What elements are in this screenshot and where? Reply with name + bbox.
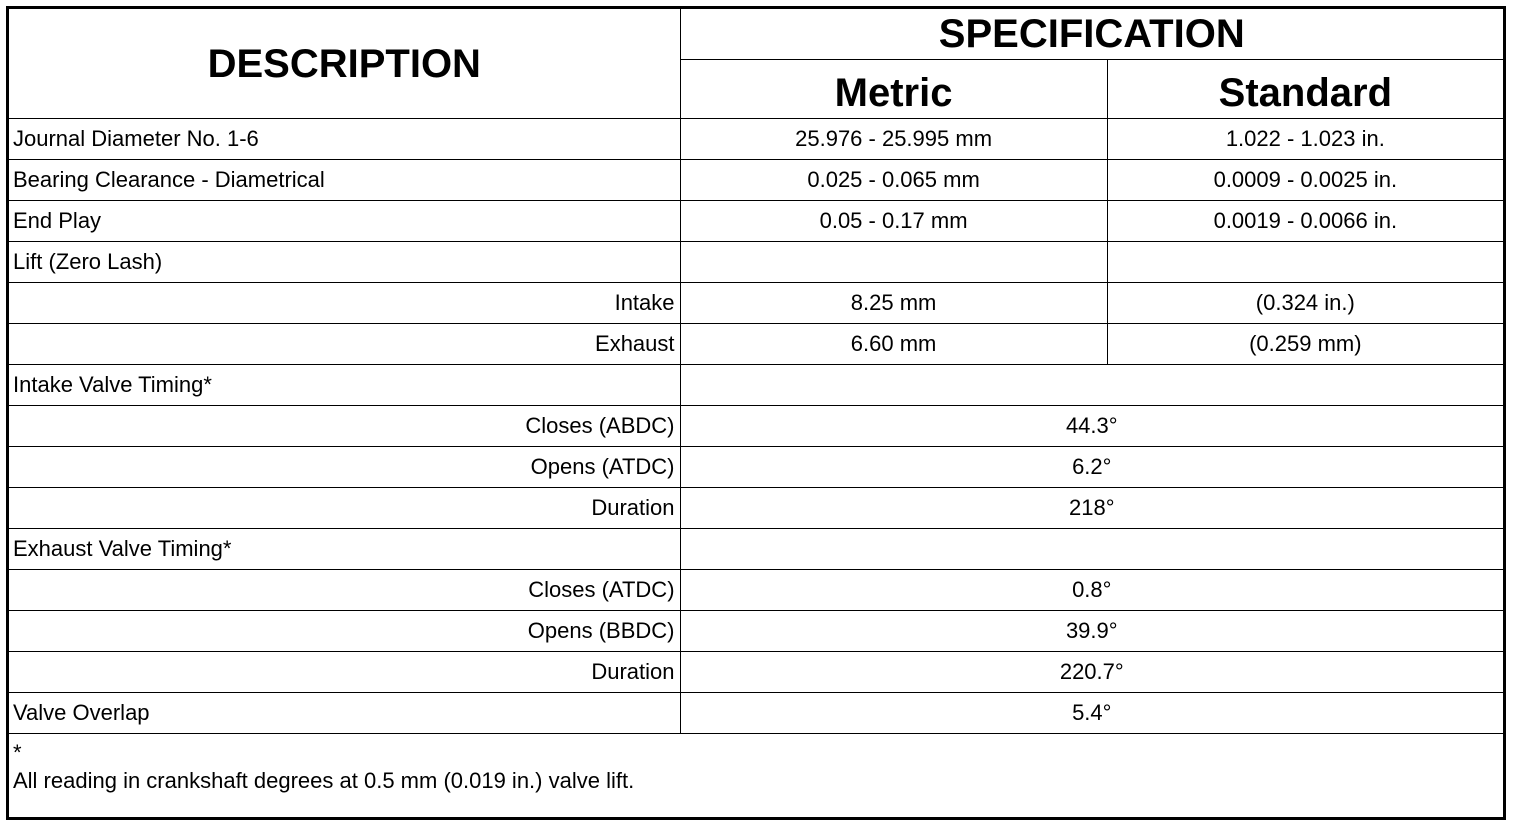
spec-value: 218° — [680, 488, 1504, 529]
standard-value: 0.0009 - 0.0025 in. — [1107, 160, 1504, 201]
table-row — [8, 570, 1505, 611]
spec-value: 5.4° — [680, 693, 1504, 734]
row-label: Duration — [8, 488, 681, 529]
row-label: End Play — [8, 201, 681, 242]
row-label: Lift (Zero Lash) — [8, 242, 681, 283]
table-row — [8, 447, 1505, 488]
table-row — [8, 611, 1505, 652]
table-row — [8, 283, 1505, 324]
row-label: Intake — [8, 283, 681, 324]
standard-value: 1.022 - 1.023 in. — [1107, 119, 1504, 160]
metric-header: Metric — [680, 60, 1107, 119]
row-label: Opens (BBDC) — [8, 611, 681, 652]
table-row — [8, 119, 1505, 160]
row-label: Valve Overlap — [8, 693, 681, 734]
standard-header: Standard — [1107, 60, 1504, 119]
table-row — [8, 529, 1505, 570]
standard-value: (0.324 in.) — [1107, 283, 1504, 324]
footnote-cell — [8, 734, 1505, 819]
metric-value: 0.05 - 0.17 mm — [680, 201, 1107, 242]
spec-value: 0.8° — [680, 570, 1504, 611]
spec-value: 44.3° — [680, 406, 1504, 447]
specification-header: SPECIFICATION — [680, 8, 1504, 60]
table-row — [8, 201, 1505, 242]
metric-value: 25.976 - 25.995 mm — [680, 119, 1107, 160]
standard-value: (0.259 mm) — [1107, 324, 1504, 365]
row-label: Closes (ATDC) — [8, 570, 681, 611]
row-label: Opens (ATDC) — [8, 447, 681, 488]
header-row-top — [8, 8, 1505, 60]
footnote-row — [8, 734, 1505, 819]
table-row — [8, 160, 1505, 201]
spec-value — [680, 365, 1504, 406]
footnote-text: All reading in crankshaft degrees at 0.5 mm (0.019 in.) valve lift. — [13, 768, 635, 793]
spec-value: 39.9° — [680, 611, 1504, 652]
table-row — [8, 652, 1505, 693]
metric-value: 0.025 - 0.065 mm — [680, 160, 1107, 201]
footnote-marker: * — [13, 740, 22, 765]
row-label: Duration — [8, 652, 681, 693]
camshaft-spec-table — [6, 6, 1506, 820]
table-row — [8, 488, 1505, 529]
table-row — [8, 365, 1505, 406]
row-label: Journal Diameter No. 1-6 — [8, 119, 681, 160]
metric-value: 6.60 mm — [680, 324, 1107, 365]
row-label: Exhaust — [8, 324, 681, 365]
row-label: Closes (ABDC) — [8, 406, 681, 447]
table-row — [8, 693, 1505, 734]
description-header: DESCRIPTION — [8, 8, 681, 119]
row-label: Exhaust Valve Timing* — [8, 529, 681, 570]
metric-value: 8.25 mm — [680, 283, 1107, 324]
table-row — [8, 324, 1505, 365]
standard-value: 0.0019 - 0.0066 in. — [1107, 201, 1504, 242]
row-label: Bearing Clearance - Diametrical — [8, 160, 681, 201]
spec-value: 6.2° — [680, 447, 1504, 488]
standard-value — [1107, 242, 1504, 283]
table-row — [8, 242, 1505, 283]
table-row — [8, 406, 1505, 447]
row-label: Intake Valve Timing* — [8, 365, 681, 406]
spec-value — [680, 529, 1504, 570]
metric-value — [680, 242, 1107, 283]
spec-value: 220.7° — [680, 652, 1504, 693]
